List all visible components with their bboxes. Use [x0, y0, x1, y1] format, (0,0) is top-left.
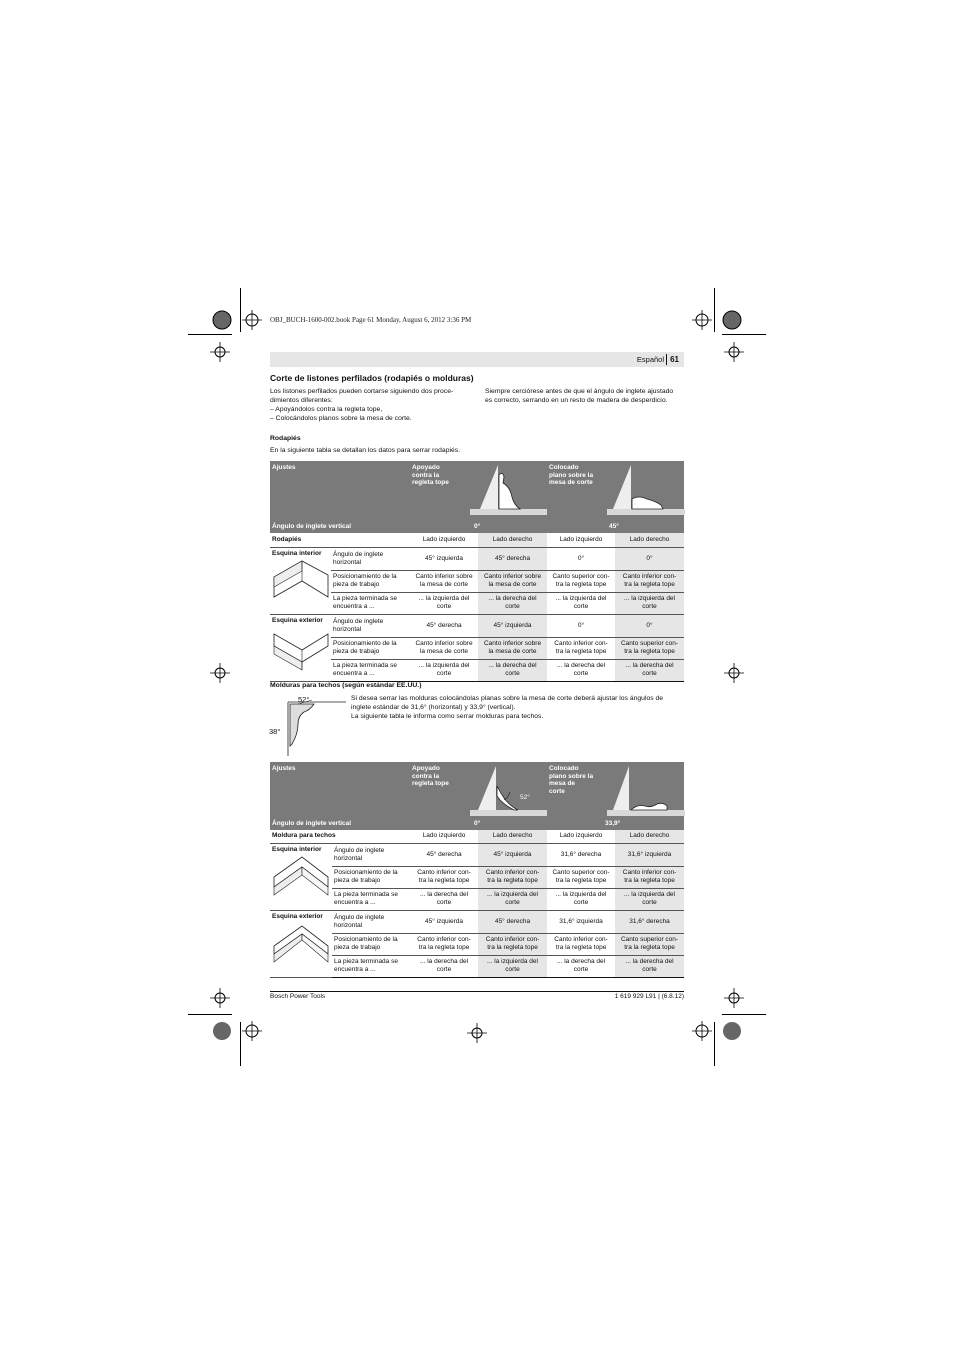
crop-line [722, 334, 766, 335]
side-header: Lado izquierdo [547, 830, 615, 843]
piece-label: Moldura para techos [270, 830, 410, 843]
table-row: Esquina interior Ángulo de inglete horizontal 45° derecha 45° izquierda 31,6° derecha 31,6° izquierda [270, 843, 684, 866]
molduras-heading: Molduras para techos (según estándar EE.UU.) [270, 682, 422, 689]
vertical-angle-2: 45° [547, 521, 684, 533]
side-header: Lado izquierdo [410, 830, 478, 843]
outer-corner-icon [272, 624, 330, 672]
registration-mark-bottom-left [206, 1016, 266, 1051]
bullet-item: – Apoyándolos contra la regleta tope, [270, 406, 383, 413]
table-row: Posicionamiento de la pieza de trabajo Canto inferior con- tra la regleta tope Canto inferior con- tra la regleta tope Canto inferior con- tra la regleta tope Canto superior con- tra la regleta tope [270, 933, 684, 955]
crop-line [240, 288, 241, 332]
side-header: Lado derecho [478, 830, 547, 843]
rodapies-text: En la siguiente tabla se detallan los datos para serrar rodapiés. [270, 447, 461, 454]
crop-line [714, 1022, 715, 1066]
footer-brand: Bosch Power Tools [270, 993, 326, 1000]
group-cell-inner: Esquina interior [270, 547, 331, 614]
rodapies-table [270, 461, 684, 682]
angle-label-top: 52° [298, 695, 310, 704]
vertical-angle-label: Ángulo de inglete vertical [270, 818, 410, 830]
header-separator [666, 354, 667, 365]
registration-mark-bottom-center [465, 1021, 489, 1050]
table-row: Posicionamiento de la pieza de trabajo Canto inferior con- tra la regleta tope Canto inferior con- tra la regleta tope Canto superior con- tra la regleta tope Canto inferior con- tra la regleta tope [270, 866, 684, 888]
table-row: Posicionamiento de la pieza de trabajo Canto inferior sobre la mesa de corte Canto inferior sobre la mesa de corte Canto inferior con- tra la regleta tope Canto superior con- tra la regleta tope [270, 637, 684, 659]
side-header: Lado derecho [615, 830, 684, 843]
table-row: Esquina exterior Ángulo de inglete horizontal 45° derecha 45° izquierda 0° 0° [270, 614, 684, 637]
angle-label-left: 38° [269, 727, 281, 736]
vertical-angle-1: 0° [410, 521, 547, 533]
saw-table-baseboard-figure [607, 461, 685, 519]
crop-line [188, 334, 232, 335]
group-cell-outer: Esquina exterior [270, 910, 332, 977]
header-language: Español [636, 355, 664, 364]
table-row: La pieza terminada se encuentra a ... ... la derecha del corte ... la izquierda del corte ... la derecha del corte ... la derecha del corte [270, 955, 684, 977]
crown-molding-figure [268, 694, 348, 758]
bullet-item: – Colocándolos planos sobre la mesa de corte. [270, 415, 412, 422]
inner-corner-molding-icon [272, 853, 330, 905]
print-info: OBJ_BUCH-1600-002.book Page 61 Monday, August 6, 2012 3:36 PM [270, 316, 472, 324]
table-row: Posicionamiento de la pieza de trabajo Canto inferior sobre la mesa de corte Canto inferior sobre la mesa de corte Canto superior con- tra la regleta tope Canto inferior con- tra la regleta tope [270, 570, 684, 592]
group-cell-outer: Esquina exterior [270, 614, 331, 681]
table-row: La pieza terminada se encuentra a ... ... la derecha del corte ... la izquierda del corte ... la izquierda del corte ... la izquierda del corte [270, 888, 684, 910]
column-group-colocado: Colocado plano sobre la mesa de corte [547, 762, 684, 818]
section-title: Corte de listones perfilados (rodapiés o molduras) [270, 373, 474, 383]
registration-mark-bottom-right [690, 1016, 750, 1051]
table-row: La pieza terminada se encuentra a ... ... la izquierda del corte ... la derecha del corte ... la izquierda del corte ... la izquierda del corte [270, 592, 684, 614]
registration-mark-right-upper [722, 340, 746, 369]
column-group-apoyado: Apoyado contra la regleta tope [410, 461, 547, 521]
molduras-table [270, 762, 684, 978]
vertical-angle-label: Ángulo de inglete vertical [270, 521, 410, 533]
column-group-colocado: Colocado plano sobre la mesa de corte [547, 461, 684, 521]
vertical-angle-1: 0° [410, 818, 547, 830]
settings-label: Ajustes [270, 762, 410, 818]
side-header: Lado derecho [478, 533, 547, 547]
footer-doc-number: 1 619 929 L91 | (6.8.12) [614, 993, 684, 1000]
table-row: La pieza terminada se encuentra a ... ... la izquierda del corte ... la derecha del corte ... la derecha del corte ... la derecha del corte [270, 659, 684, 681]
table-row: Esquina exterior Ángulo de inglete horizontal 45° izquierda 45° derecha 31,6° izquierda 31,6° derecha [270, 910, 684, 933]
rodapies-heading: Rodapiés [270, 435, 301, 442]
inner-corner-icon [272, 557, 330, 609]
saw-fence-baseboard-figure [470, 461, 548, 519]
crop-line [722, 1014, 766, 1015]
settings-label: Ajustes [270, 461, 410, 521]
registration-mark-left-lower [208, 986, 232, 1015]
intro-right: Siempre cerciórese antes de que el ángulo de inglete ajustado es correcto, serrando en un resto de madera de desperdicio. [485, 388, 674, 404]
registration-mark-right-middle [722, 661, 746, 690]
intro-left: Los listones perfilados pueden cortarse siguiendo dos proce- dimientos diferentes: – Apoyándolos contra la regleta tope, – Colocándolos planos sobre la mesa de corte. [270, 388, 454, 422]
registration-mark-left-middle [208, 661, 232, 690]
side-header: Lado izquierdo [547, 533, 615, 547]
saw-fence-molding-figure [470, 762, 548, 818]
side-header: Lado izquierdo [410, 533, 478, 547]
page-header [270, 352, 684, 367]
vertical-angle-2: 33,9° [547, 818, 684, 830]
column-group-apoyado: Apoyado contra la regleta tope 52° [410, 762, 547, 818]
molduras-text: Si desea serrar las molduras colocándolas planas sobre la mesa de corte deberá ajustar los ángulos de inglete estándar de 31,6° (horizontal) y 33,9° (vertical). La siguiente tabla le informa como serrar molduras para techos. [351, 695, 664, 720]
page-number: 61 [670, 354, 679, 364]
crop-line [240, 1022, 241, 1066]
registration-mark-right-lower [722, 986, 746, 1015]
group-cell-inner: Esquina interior [270, 843, 332, 910]
crop-line [188, 1014, 232, 1015]
piece-label: Rodapiés [270, 533, 410, 547]
registration-mark-left-upper [208, 340, 232, 369]
side-header: Lado derecho [615, 533, 684, 547]
saw-table-molding-figure [607, 762, 685, 818]
crop-line [714, 288, 715, 332]
outer-corner-molding-icon [272, 920, 330, 972]
table-row: Esquina interior Ángulo de inglete horizontal 45° izquierda 45° derecha 0° 0° [270, 547, 684, 570]
footer-rule [270, 991, 684, 992]
figure-angle-label: 52° [520, 794, 530, 801]
